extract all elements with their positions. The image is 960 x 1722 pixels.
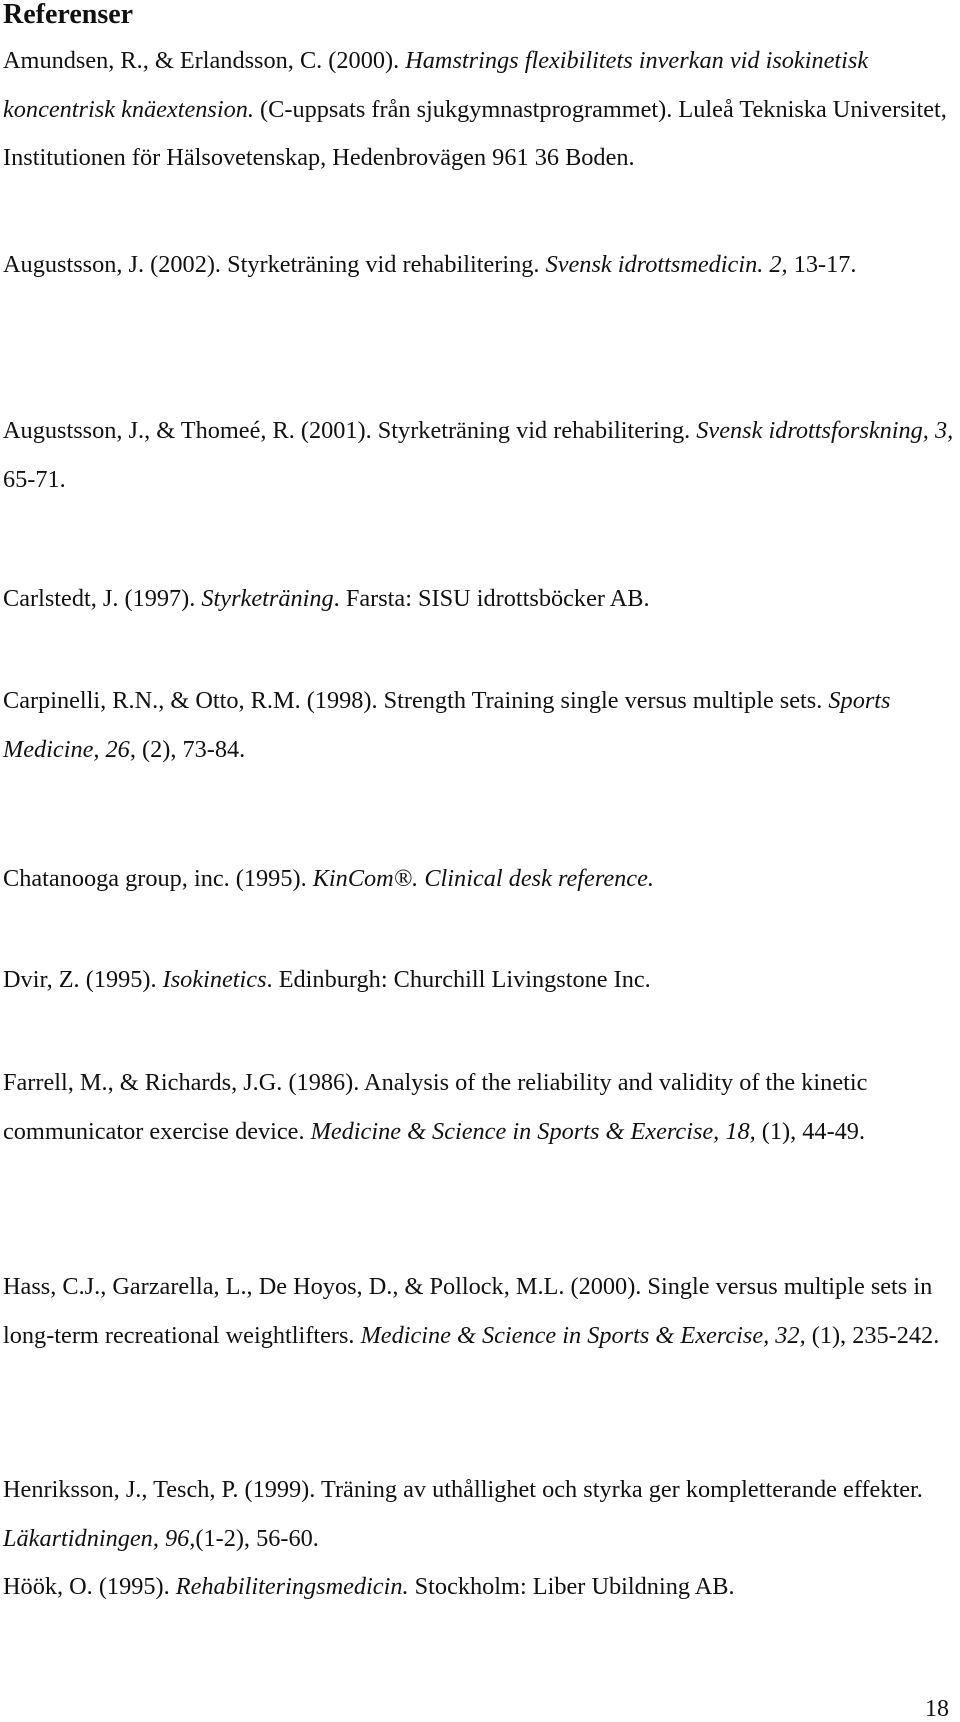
reference-authors: Dvir, Z. (1995).: [3, 966, 163, 993]
reference-title: Hamstrings flexibilitets inverkan vid isokinetisk koncentrisk knäextension.: [3, 47, 869, 123]
reference-entry: [3, 1059, 955, 1156]
reference-title: Isokinetics: [162, 966, 267, 993]
reference-title: Styrketräning: [201, 585, 334, 612]
reference-title: Svensk idrottsmedicin. 2,: [545, 251, 788, 278]
reference-details: . Edinburgh: Churchill Livingstone Inc.: [266, 966, 651, 993]
reference-title: Medicine & Science in Sports & Exercise, 32,: [360, 1321, 806, 1349]
reference-title: Medicine & Science in Sports & Exercise, 18,: [310, 1117, 756, 1145]
reference-details: (1), 44-49.: [755, 1117, 866, 1145]
reference-details: 13-17.: [787, 251, 857, 278]
reference-authors: Hass, C.J., Garzarella, L., De Hoyos, D., & Pollock, M.L. (2000). Single versus multiple sets in long-term recreational weightlifters.: [3, 1273, 933, 1349]
reference-authors: Farrell, M., & Richards, J.G. (1986). Analysis of the reliability and validity of the kinetic communicator exercise device.: [3, 1069, 868, 1145]
reference-authors: Augustsson, J., & Thomeé, R. (2001). Styrketräning vid rehabilitering.: [3, 417, 697, 444]
reference-entry: [3, 407, 955, 504]
reference-details: (1), 235-242.: [805, 1321, 940, 1349]
reference-details: Stockholm: Liber Ubildning AB.: [408, 1573, 735, 1600]
reference-title: KinCom®. Clinical desk reference.: [312, 865, 654, 892]
reference-details: (1-2), 56-60.: [195, 1524, 319, 1552]
reference-entry: [3, 241, 955, 290]
reference-title: Läkartidningen, 96,: [3, 1524, 196, 1552]
page-title: Referenser: [3, 0, 134, 30]
reference-authors: Henriksson, J., Tesch, P. (1999). Träning av uthållighet och styrka ger kompletterande effekter.: [3, 1476, 923, 1503]
page-number: 18: [925, 1696, 949, 1722]
reference-details: 65-71.: [3, 465, 66, 493]
reference-title: Sports Medicine, 26,: [3, 687, 891, 763]
reference-title: Svensk idrottsforskning, 3,: [696, 417, 954, 444]
reference-authors: Höök, O. (1995).: [3, 1573, 176, 1600]
reference-authors: Augustsson, J. (2002). Styrketräning vid rehabilitering.: [3, 251, 546, 278]
reference-authors: Carlstedt, J. (1997).: [3, 585, 202, 612]
reference-entry: [3, 677, 955, 774]
reference-title: Rehabiliteringsmedicin.: [175, 1573, 409, 1600]
reference-entry: [3, 1466, 955, 1563]
reference-authors: Amundsen, R., & Erlandsson, C. (2000).: [3, 47, 406, 74]
reference-entry: [3, 1263, 955, 1360]
reference-details: . Farsta: SISU idrottsböcker AB.: [333, 585, 650, 612]
reference-authors: Chatanooga group, inc. (1995).: [3, 865, 313, 892]
reference-details: (C-uppsats från sjukgymnastprogrammet). Luleå Tekniska Universitet, Institutionen för Hälsovetenskap, Hedenbrovägen 961 36 Boden.: [3, 95, 947, 171]
reference-entry: [3, 1563, 955, 1612]
reference-entry: [3, 855, 955, 904]
reference-details: (2), 73-84.: [135, 735, 246, 763]
reference-entry: [3, 956, 955, 1005]
reference-authors: Carpinelli, R.N., & Otto, R.M. (1998). Strength Training single versus multiple sets.: [3, 687, 829, 714]
reference-entry: [3, 575, 955, 624]
reference-entry: [3, 37, 955, 183]
